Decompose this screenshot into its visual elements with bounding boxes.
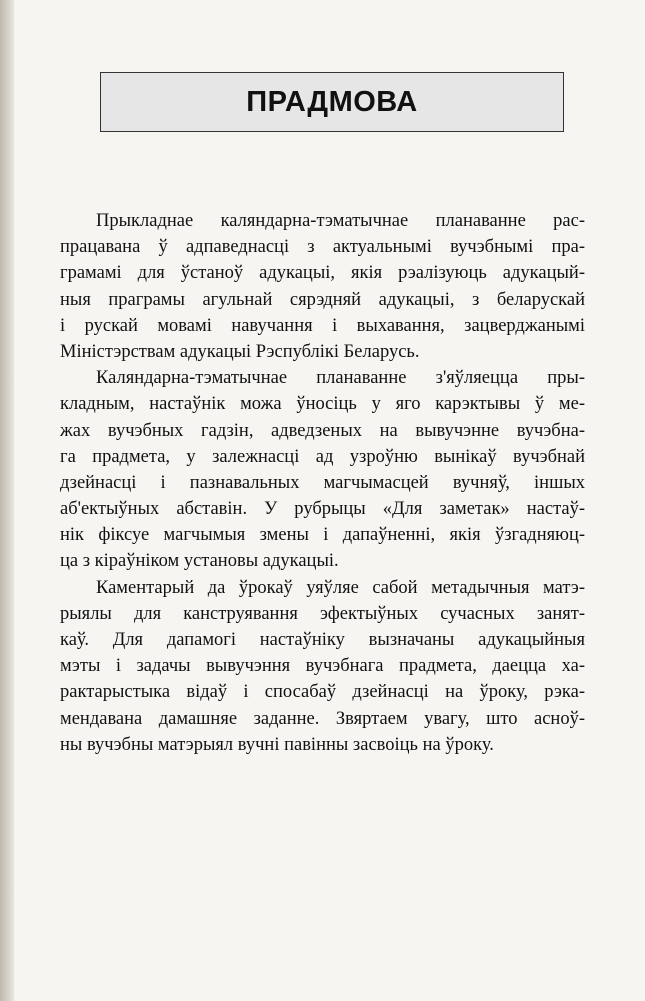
text-line: ныя праграмы агульнай сярэдняй адукацыі, з беларускай — [60, 289, 585, 310]
text-line: і рускай мовамі навучання і выхавання, зацверджанымі — [60, 315, 585, 336]
text-line: жах вучэбных гадзін, адведзеных на вывучэнне вучэбна- — [60, 420, 585, 441]
text-line: Каментарый да ўрокаў уяўляе сабой метадычныя матэ- — [96, 577, 585, 598]
paragraph-1 — [60, 208, 585, 365]
body-text — [60, 208, 585, 758]
text-line: Каляндарна-тэматычнае планаванне з'яўляецца пры- — [96, 368, 585, 389]
text-line: дзейнасці і пазнавальных магчымасцей вучняў, іншых — [60, 472, 585, 493]
text-line: мэты і задачы вывучэння вучэбнага прадмета, даецца ха- — [60, 656, 585, 677]
text-line: кладным, настаўнік можа ўносіць у яго карэктывы ў ме- — [60, 394, 585, 415]
text-line: нік фіксуе магчымыя змены і дапаўненні, якія ўзгадняюц- — [60, 525, 585, 546]
heading-box — [100, 72, 564, 132]
text-line: га прадмета, у залежнасці ад узроўню вынікаў вучэбнай — [60, 446, 585, 467]
paragraph-3 — [60, 575, 585, 758]
text-line: рыялы для канструявання эфектыўных сучасных занят- — [60, 603, 585, 624]
text-line: Міністэрствам адукацыі Рэспублікі Беларусь. — [60, 341, 420, 362]
text-line: працавана ў адпаведнасці з актуальнымі вучэбнымі пра- — [60, 237, 585, 258]
paragraph-2 — [60, 365, 585, 575]
text-line: ны вучэбны матэрыял вучні павінны засвоіць на ўроку. — [60, 734, 494, 755]
text-line: каў. Для дапамогі настаўніку вызначаны адукацыйныя — [60, 630, 585, 650]
text-line: Прыкладнае каляндарна-тэматычнае планаванне рас- — [96, 211, 585, 231]
text-line: мендавана дамашняе заданне. Звяртаем увагу, што асноў- — [60, 708, 585, 729]
text-line: рактарыстыка відаў і спосабаў дзейнасці на ўроку, рэка- — [60, 682, 585, 703]
text-line: аб'ектыўных абставін. У рубрыцы «Для заметак» настаў- — [60, 499, 585, 520]
page-edge-shadow — [0, 0, 14, 1001]
text-line: грамамі для ўстаноў адукацыі, якія рэалізуюць адукацый- — [60, 263, 585, 284]
text-line: ца з кіраўніком установы адукацыі. — [60, 551, 339, 572]
page-title: ПРАДМОВА — [246, 86, 418, 118]
